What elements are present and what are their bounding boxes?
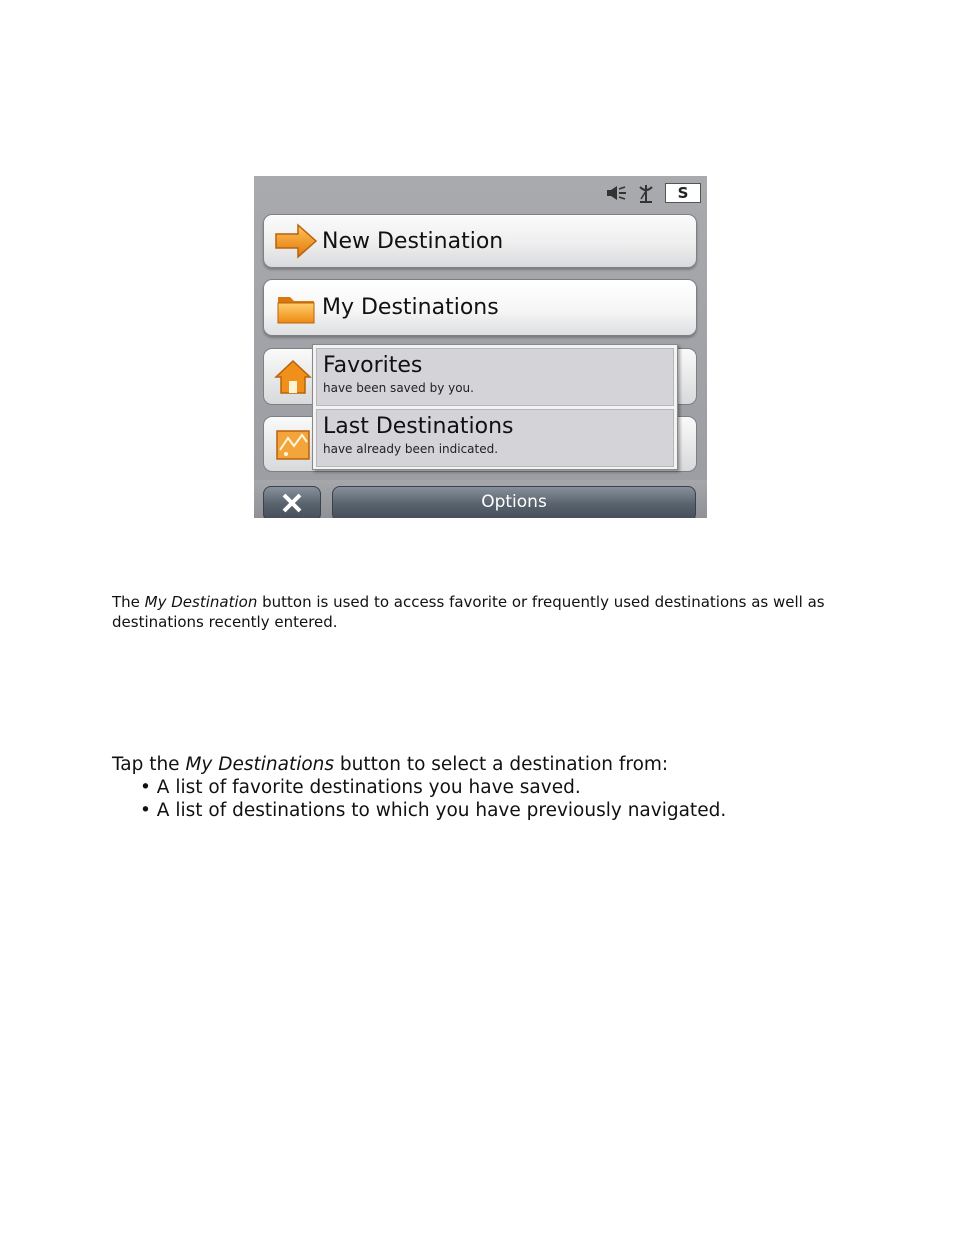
instructions-text-before: Tap the — [112, 754, 186, 775]
list-item: • A list of favorite destinations you have saved. — [140, 776, 872, 799]
caption-text-after: button is used to access favorite or frequently used destinations as well as destinations recently entered. — [112, 593, 825, 631]
speaker-icon[interactable] — [605, 183, 627, 203]
new-destination-label: New Destination — [322, 228, 504, 254]
folder-icon — [274, 288, 318, 328]
home-icon — [274, 358, 312, 396]
options-button[interactable]: Options — [332, 486, 696, 518]
last-destinations-item[interactable] — [316, 409, 674, 467]
favorites-subtitle: have been saved by you. — [323, 381, 474, 395]
new-destination-button[interactable] — [263, 214, 697, 268]
instructions-list — [112, 776, 872, 822]
favorites-title: Favorites — [323, 353, 423, 378]
list-item: • A list of destinations to which you have previously navigated. — [140, 799, 872, 822]
last-destinations-subtitle: have already been indicated. — [323, 442, 499, 456]
last-destinations-title: Last Destinations — [323, 414, 514, 439]
arrow-right-icon — [274, 221, 318, 261]
favorites-item[interactable] — [316, 348, 674, 406]
my-destinations-label: My Destinations — [322, 295, 499, 320]
caption-emphasis: My Destination — [144, 593, 258, 611]
instructions — [112, 753, 872, 822]
map-icon — [274, 426, 312, 464]
instructions-intro — [112, 753, 872, 776]
device-screen — [254, 176, 707, 518]
close-icon — [281, 492, 303, 518]
status-bar — [605, 182, 701, 204]
instructions-emphasis: My Destinations — [185, 754, 335, 775]
gps-status-badge: S — [665, 183, 701, 203]
screenshot-caption — [112, 592, 852, 632]
my-destinations-button[interactable] — [263, 279, 697, 336]
caption-text-before: The — [112, 593, 145, 611]
my-destinations-popup — [312, 344, 678, 470]
bottom-bar — [254, 480, 707, 518]
gps-satellite-icon[interactable] — [635, 183, 657, 203]
instructions-text-after: button to select a destination from: — [334, 754, 669, 775]
close-button[interactable] — [263, 486, 321, 518]
